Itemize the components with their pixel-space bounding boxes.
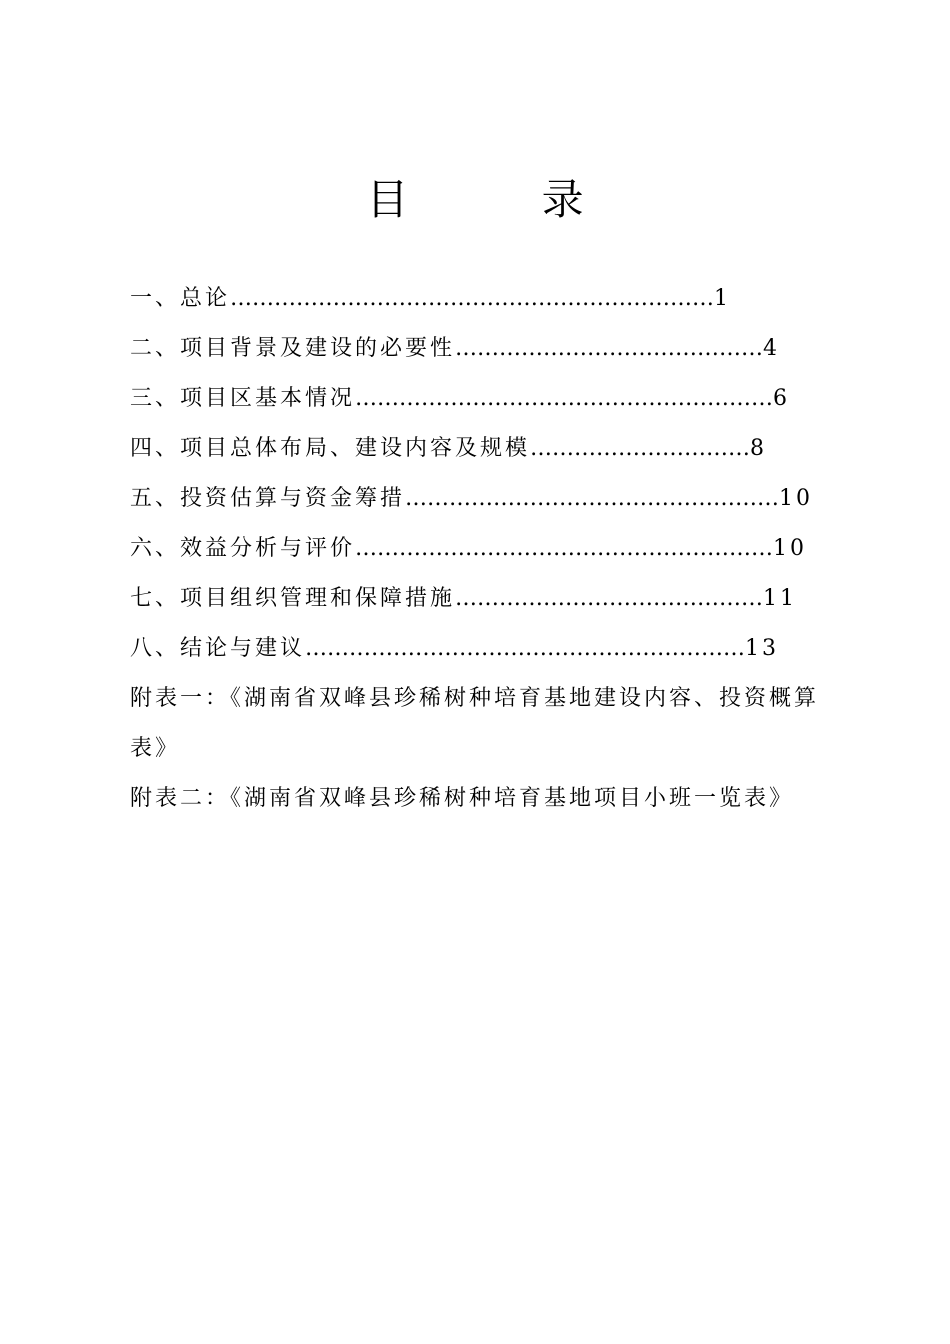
toc-page-number: 8: [750, 436, 768, 461]
toc-entry-5[interactable]: [130, 474, 850, 524]
toc-leader-dots: ……………………………………: [455, 336, 764, 361]
toc-page-number: 4: [763, 336, 781, 361]
toc-entry-label: 四、项目总体布局、建设内容及规模: [130, 436, 531, 461]
toc-entry-label: 八、结论与建议: [130, 636, 306, 661]
appendix-entry-2[interactable]: 附表二：《湖南省双峰县珍稀树种培育基地项目小班一览表》: [130, 786, 795, 811]
toc-leader-dots: …………………………………………………: [355, 536, 774, 561]
toc-entry-8[interactable]: [130, 624, 850, 674]
toc-entry-1[interactable]: [130, 274, 850, 324]
toc-leader-dots: …………………………………………………: [355, 386, 774, 411]
table-of-contents: [130, 274, 850, 674]
toc-entry-label: 六、效益分析与评价: [130, 536, 356, 561]
toc-entry-label: 七、项目组织管理和保障措施: [130, 586, 456, 611]
page-title: 目 录: [366, 175, 644, 224]
toc-leader-dots: ……………………………………: [455, 586, 764, 611]
toc-leader-dots: …………………………………………………………: [230, 286, 715, 311]
toc-entry-label: 一、总论: [130, 286, 231, 311]
toc-leader-dots: ……………………………………………………: [305, 636, 746, 661]
toc-entry-label: 五、投资估算与资金筹措: [130, 486, 406, 511]
toc-entry-label: 三、项目区基本情况: [130, 386, 356, 411]
toc-page-number: 10: [773, 536, 808, 561]
toc-leader-dots: ……………………………………………: [405, 486, 780, 511]
toc-entry-label: 二、项目背景及建设的必要性: [130, 336, 456, 361]
toc-page-number: 6: [773, 386, 791, 411]
toc-page-number: 13: [745, 636, 780, 661]
toc-entry-6[interactable]: [130, 524, 850, 574]
toc-entry-7[interactable]: [130, 574, 850, 624]
toc-page-number: 1: [714, 286, 732, 311]
toc-leader-dots: …………………………: [530, 436, 751, 461]
toc-entry-2[interactable]: [130, 324, 850, 374]
toc-page-number: 10: [779, 486, 814, 511]
toc-entry-3[interactable]: [130, 374, 850, 424]
toc-page-number: 11: [763, 586, 798, 611]
appendix-entry-1[interactable]: 附表一：《湖南省双峰县珍稀树种培育基地建设内容、投资概算表》: [130, 686, 820, 761]
toc-entry-4[interactable]: [130, 424, 850, 474]
